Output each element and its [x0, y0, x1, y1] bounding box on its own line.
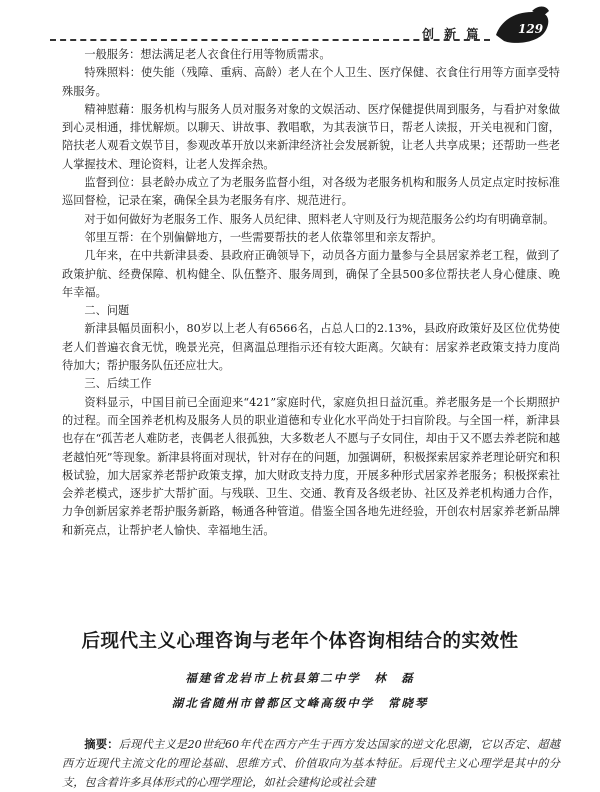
running-header-section: 创 新 篇	[422, 27, 482, 41]
section-heading: 二、问题	[84, 304, 130, 318]
paragraph: 邻里互帮：在个别偏僻地方，一些需要帮扶的老人依靠邻里和亲友帮护。	[84, 230, 443, 244]
author-line: 湖北省随州市曾都区文峰高级中学 常晓琴	[171, 696, 429, 710]
abstract-label: 摘要：	[84, 737, 119, 751]
paragraph: 特殊照料：使失能（残障、重病、高龄）老人在个人卫生、医疗保健、衣食住行用等方面享受特殊服务。	[62, 66, 560, 98]
paragraph: 一般服务：想法满足老人衣食住行用等物质需求。	[84, 48, 331, 61]
paragraph: 资料显示，中国目前已全面迎来“421”家庭时代，家庭负担日益沉重。养老服务是一个长期照护的过程。而全国养老机构及服务人员的职业道德和专业化水平尚处于扫盲阶段。与全国一样，新津县也存在“孤苦老人难防老，丧偶老人很孤独，大多数老人不愿与子女同住，却由于又不愿去养老院和越老越怕死”等现象。新津县将面对现状，针对存在的问题，加强调研，积极探索居家养老理论研究和积极试验，加大居家养老帮护政策支撑，加大财政支持力度，开展多种形式居家养老服务；积极探索社会养老模式，逐步扩大帮扩面。与残联、卫生、交通、教育及各级老协、社区及养老机构通力合作，力争创新居家养老帮护服务新路，畅通各种管道。借鉴全国各地先进经验，开创农村居家养老新品牌和新亮点，让帮护老人愉快、幸福地生活。	[62, 395, 560, 537]
page-number: 129	[518, 22, 544, 36]
paragraph: 几年来，在中共新津县委、县政府正确领导下，动员各方面力量参与全县居家养老工程，做到了政策护航、经费保障、机构健全、队伍整齐、服务周到，确保了全县500多位帮扶老人身心健康、晚年幸福。	[62, 249, 560, 299]
body-text	[62, 46, 560, 540]
article-title: 后现代主义心理咨询与老年个体咨询相结合的实效性	[81, 631, 519, 652]
paragraph: 对于如何做好为老服务工作、服务人员纪律、照料老人守则及行为规范服务公约均有明确章制。	[84, 212, 555, 226]
paragraph: 监督到位：县老龄办成立了为老服务监督小组，对各级为老服务机构和服务人员定点定时按标准巡回督检，记录在案，确保全县为老服务有序、规范进行。	[62, 176, 560, 208]
abstract-text: 后现代主义是20世纪60年代在西方产生于西方发达国家的逆文化思潮，它以否定、超越西方近现代主流文化的理论基础、思维方式、价值取向为基本特征。后现代主义心理学是其中的分支，包含着许多具体形式的心理学理论，如社会建构论或社会建	[62, 738, 560, 789]
abstract	[62, 735, 560, 792]
section-heading: 三、后续工作	[84, 377, 152, 391]
author-line: 福建省龙岩市上杭县第二中学 林 磊	[185, 671, 415, 685]
paragraph: 新津县幅员面积小，80岁以上老人有6566名，占总人口的2.13%，县政府政策好及区位优势使老人们普遍衣食无忧，晚景光亮，但离温总理指示还有较大距离。欠缺有：居家养老政策支持力度尚待加大；帮护服务队伍还应壮大。	[62, 322, 560, 373]
abstract-paragraph	[62, 735, 560, 792]
paragraph: 精神慰藉：服务机构与服务人员对服务对象的文娱活动、医疗保健提供周到服务，与看护对象做到心灵相通，排忧解烦。以聊天、讲故事、教唱歌，为其表演节日，帮老人读报，开关电视和门窗，陪扶老人观看文娱节目，参观改革开放以来新津经济社会发展新貌，让老人共享成果；还帮助一些老人掌握技术、理论资料，让老人发挥余热。	[62, 102, 560, 171]
